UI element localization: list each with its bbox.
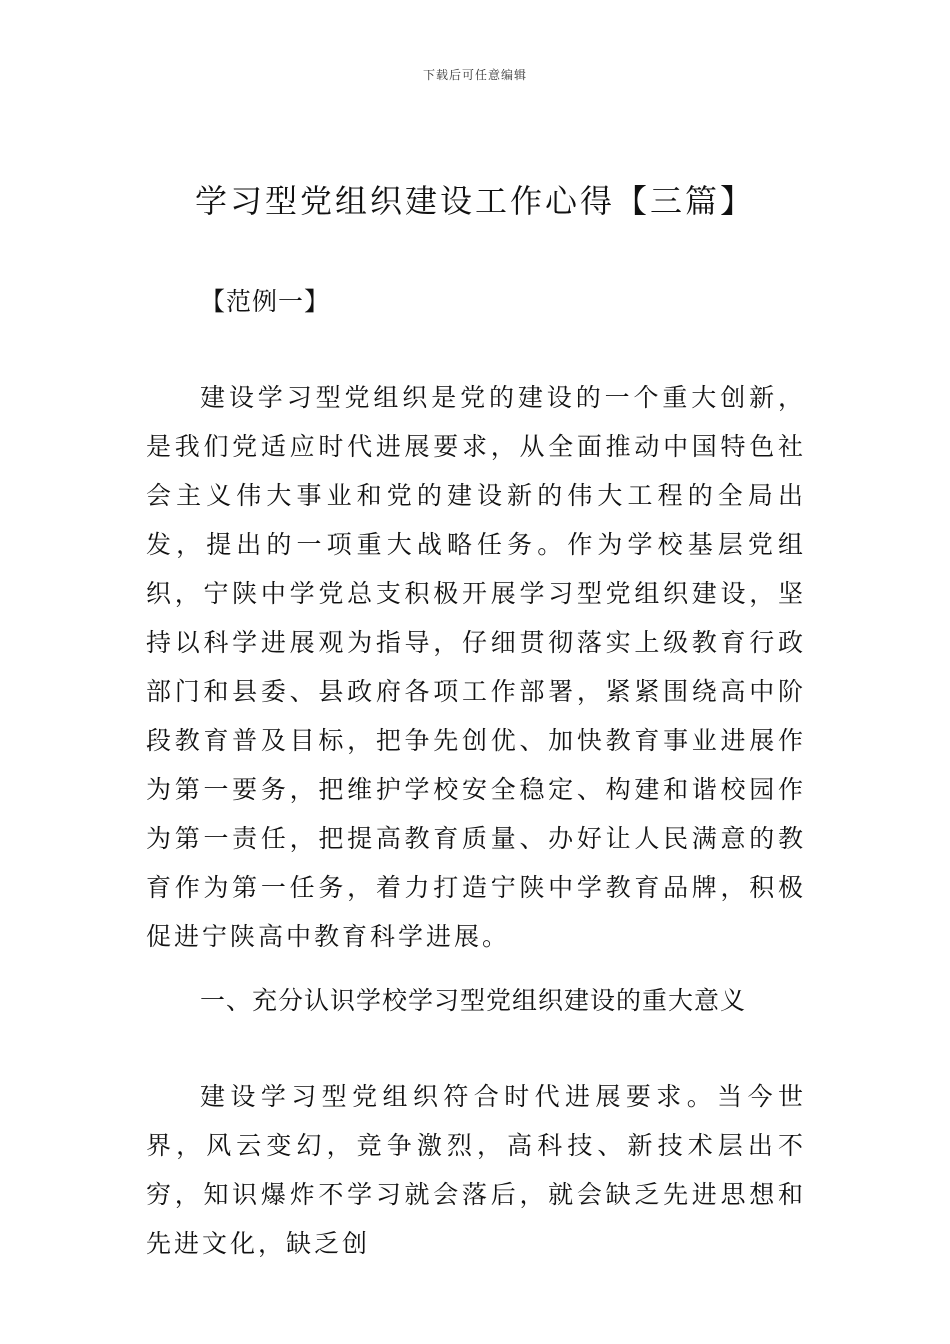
section-label: 【范例一】 [200, 287, 331, 316]
subheading-1: 一、充分认识学校学习型党组织建设的重大意义 [200, 986, 747, 1015]
paragraph-1: 建设学习型党组织是党的建设的一个重大创新，是我们党适应时代进展要求，从全面推动中国特色社会主义伟大事业和党的建设新的伟大工程的全局出发，提出的一项重大战略任务。作为学校基层党组织，宁陕中学党总支积极开展学习型党组织建设，坚持以科学进展观为指导，仔细贯彻落实上级教育行政部门和县委、县政府各项工作部署，紧紧围绕高中阶段教育普及目标，把争先创优、加快教育事业进展作为第一要务，把维护学校安全稳定、构建和谐校园作为第一责任，把提高教育质量、办好让人民满意的教育作为第一任务，着力打造宁陕中学教育品牌，积极促进宁陕高中教育科学进展。 [146, 383, 806, 951]
paragraph-2: 建设学习型党组织符合时代进展要求。当今世界，风云变幻，竞争激烈，高科技、新技术层出不穷，知识爆炸不学习就会落后，就会缺乏先进思想和先进文化，缺乏创 [146, 1082, 806, 1258]
document-title: 学习型党组织建设工作心得【三篇】 [194, 182, 755, 220]
header-note: 下载后可任意编辑 [422, 68, 527, 82]
